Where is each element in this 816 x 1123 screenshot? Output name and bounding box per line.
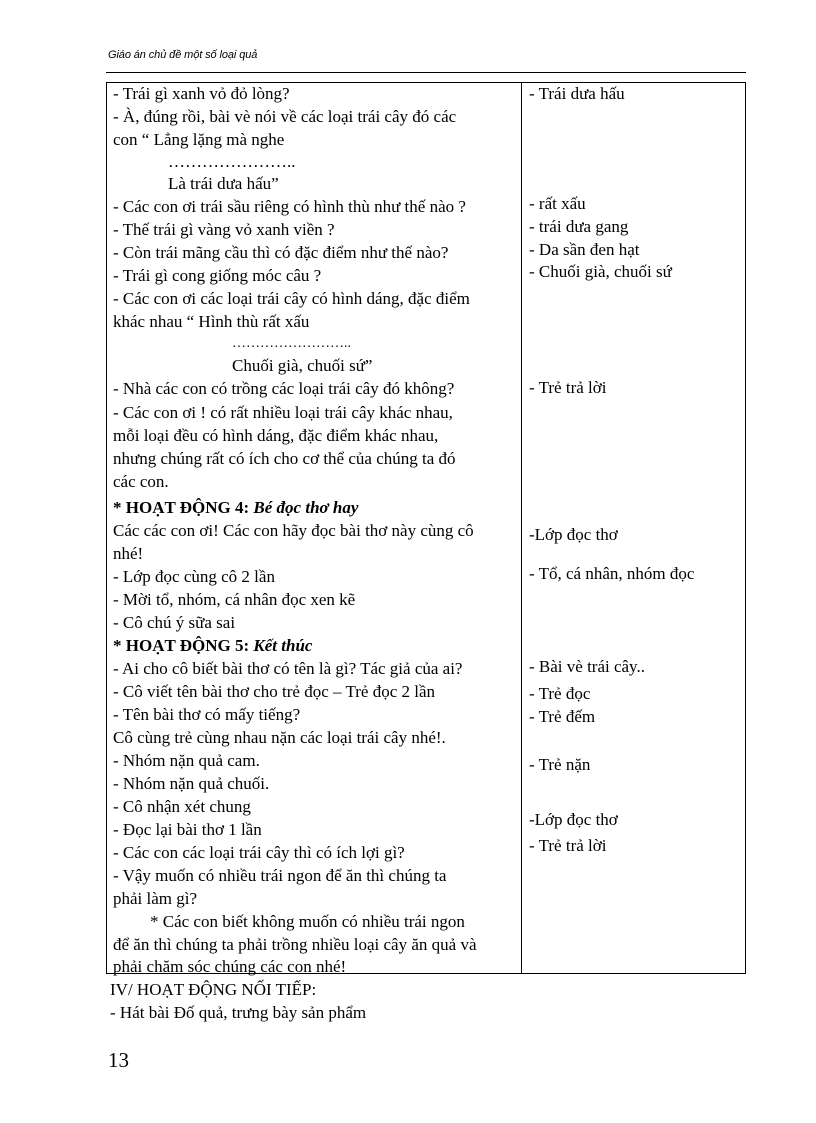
activity-4-heading <box>113 497 358 519</box>
left-line: phải chăm sóc chúng các con nhé! <box>113 957 347 976</box>
left-line: nhé! <box>113 544 144 563</box>
activity-5-heading <box>113 635 312 657</box>
activity-4-title: Bé đọc thơ hay <box>253 498 359 517</box>
left-line: Là trái dưa hấu” <box>168 174 279 193</box>
left-line: - Thế trái gì vàng vỏ xanh viền ? <box>113 220 335 239</box>
left-line: - Các con ơi ! có rất nhiều loại trái cây khác nhau, <box>113 403 453 422</box>
right-line: - Trẻ đọc <box>529 684 591 703</box>
right-line: - Trẻ đếm <box>529 707 596 726</box>
left-line: - Tên bài thơ có mấy tiếng? <box>113 705 301 724</box>
right-line: - Trẻ trả lời <box>529 378 607 397</box>
left-line: - Ai cho cô biết bài thơ có tên là gì? Tác giả của ai? <box>113 659 463 678</box>
left-line: mỗi loại đều có hình dáng, đặc điểm khác nhau, <box>113 426 439 445</box>
header-rule <box>106 72 746 73</box>
right-line: - Tổ, cá nhân, nhóm đọc <box>529 564 695 583</box>
column-divider <box>521 82 522 974</box>
left-line: Các các con ơi! Các con hãy đọc bài thơ này cùng cô <box>113 521 474 540</box>
left-line: - Các con ơi các loại trái cây có hình dáng, đặc điểm <box>113 289 470 308</box>
activity-5-title: Kết thúc <box>253 636 313 655</box>
section-item: - Hát bài Đố quả, trưng bày sản phẩm <box>110 1003 367 1022</box>
left-line: - Mời tổ, nhóm, cá nhân đọc xen kẽ <box>113 590 356 609</box>
left-line: Cô cùng trẻ cùng nhau nặn các loại trái cây nhé!. <box>113 728 446 747</box>
left-line: - Đọc lại bài thơ 1 lần <box>113 820 262 839</box>
right-line: - Trẻ trả lời <box>529 836 607 855</box>
left-line: các con. <box>113 472 169 491</box>
page-number: 13 <box>108 1048 129 1072</box>
left-line: * Các con biết không muốn có nhiều trái ngon <box>150 912 465 931</box>
left-line: khác nhau “ Hình thù rất xấu <box>113 312 310 331</box>
left-line: - Nhóm nặn quả cam. <box>113 751 260 770</box>
left-line: - Trái gì cong giống móc câu ? <box>113 266 322 285</box>
left-line: con “ Lẳng lặng mà nghe <box>113 130 285 149</box>
left-line: - Cô viết tên bài thơ cho trẻ đọc – Trẻ đọc 2 lần <box>113 682 436 701</box>
left-line: - Nhà các con có trồng các loại trái cây đó không? <box>113 379 455 398</box>
left-line: - Cô nhận xét chung <box>113 797 251 816</box>
left-line: phải làm gì? <box>113 889 198 908</box>
right-line: -Lớp đọc thơ <box>529 810 618 829</box>
page-header: Giáo án chủ đề một số loại quả <box>108 49 258 61</box>
left-line: - Lớp đọc cùng cô 2 lần <box>113 567 275 586</box>
right-line: - Da sần đen hạt <box>529 240 640 259</box>
right-line: -Lớp đọc thơ <box>529 525 618 544</box>
activity-5-prefix: * HOẠT ĐỘNG 5: <box>113 636 254 655</box>
activity-4-prefix: * HOẠT ĐỘNG 4: <box>113 498 254 517</box>
left-line: - Cô chú ý sữa sai <box>113 613 236 632</box>
left-line: ………………….. <box>168 152 296 171</box>
right-line: - trái dưa gang <box>529 217 629 236</box>
left-line: - Các con các loại trái cây thì có ích lợi gì? <box>113 843 405 862</box>
left-line: để ăn thì chúng ta phải trồng nhiều loại cây ăn quả và <box>113 935 477 954</box>
left-line: - Trái gì xanh vỏ đỏ lòng? <box>113 84 290 103</box>
right-line: - Trẻ nặn <box>529 755 591 774</box>
left-line: - Vậy muốn có nhiều trái ngon để ăn thì chúng ta <box>113 866 447 885</box>
left-line: …………………….. <box>232 336 351 351</box>
left-line: Chuối già, chuối sứ” <box>232 356 373 375</box>
left-line: - À, đúng rồi, bài vè nói về các loại trái cây đó các <box>113 107 457 126</box>
left-line: - Các con ơi trái sầu riêng có hình thù như thế nào ? <box>113 197 466 216</box>
right-line: - Bài vè trái cây.. <box>529 657 645 676</box>
right-line: - Chuối già, chuối sứ <box>529 262 672 281</box>
right-line: - Trái dưa hấu <box>529 84 625 103</box>
section-heading: IV/ HOẠT ĐỘNG NỐI TIẾP: <box>110 980 317 999</box>
left-line: - Còn trái mãng cầu thì có đặc điểm như thế nào? <box>113 243 449 262</box>
left-line: - Nhóm nặn quả chuối. <box>113 774 270 793</box>
right-line: - rất xấu <box>529 194 586 213</box>
left-line: nhưng chúng rất có ích cho cơ thể của chúng ta đó <box>113 449 456 468</box>
